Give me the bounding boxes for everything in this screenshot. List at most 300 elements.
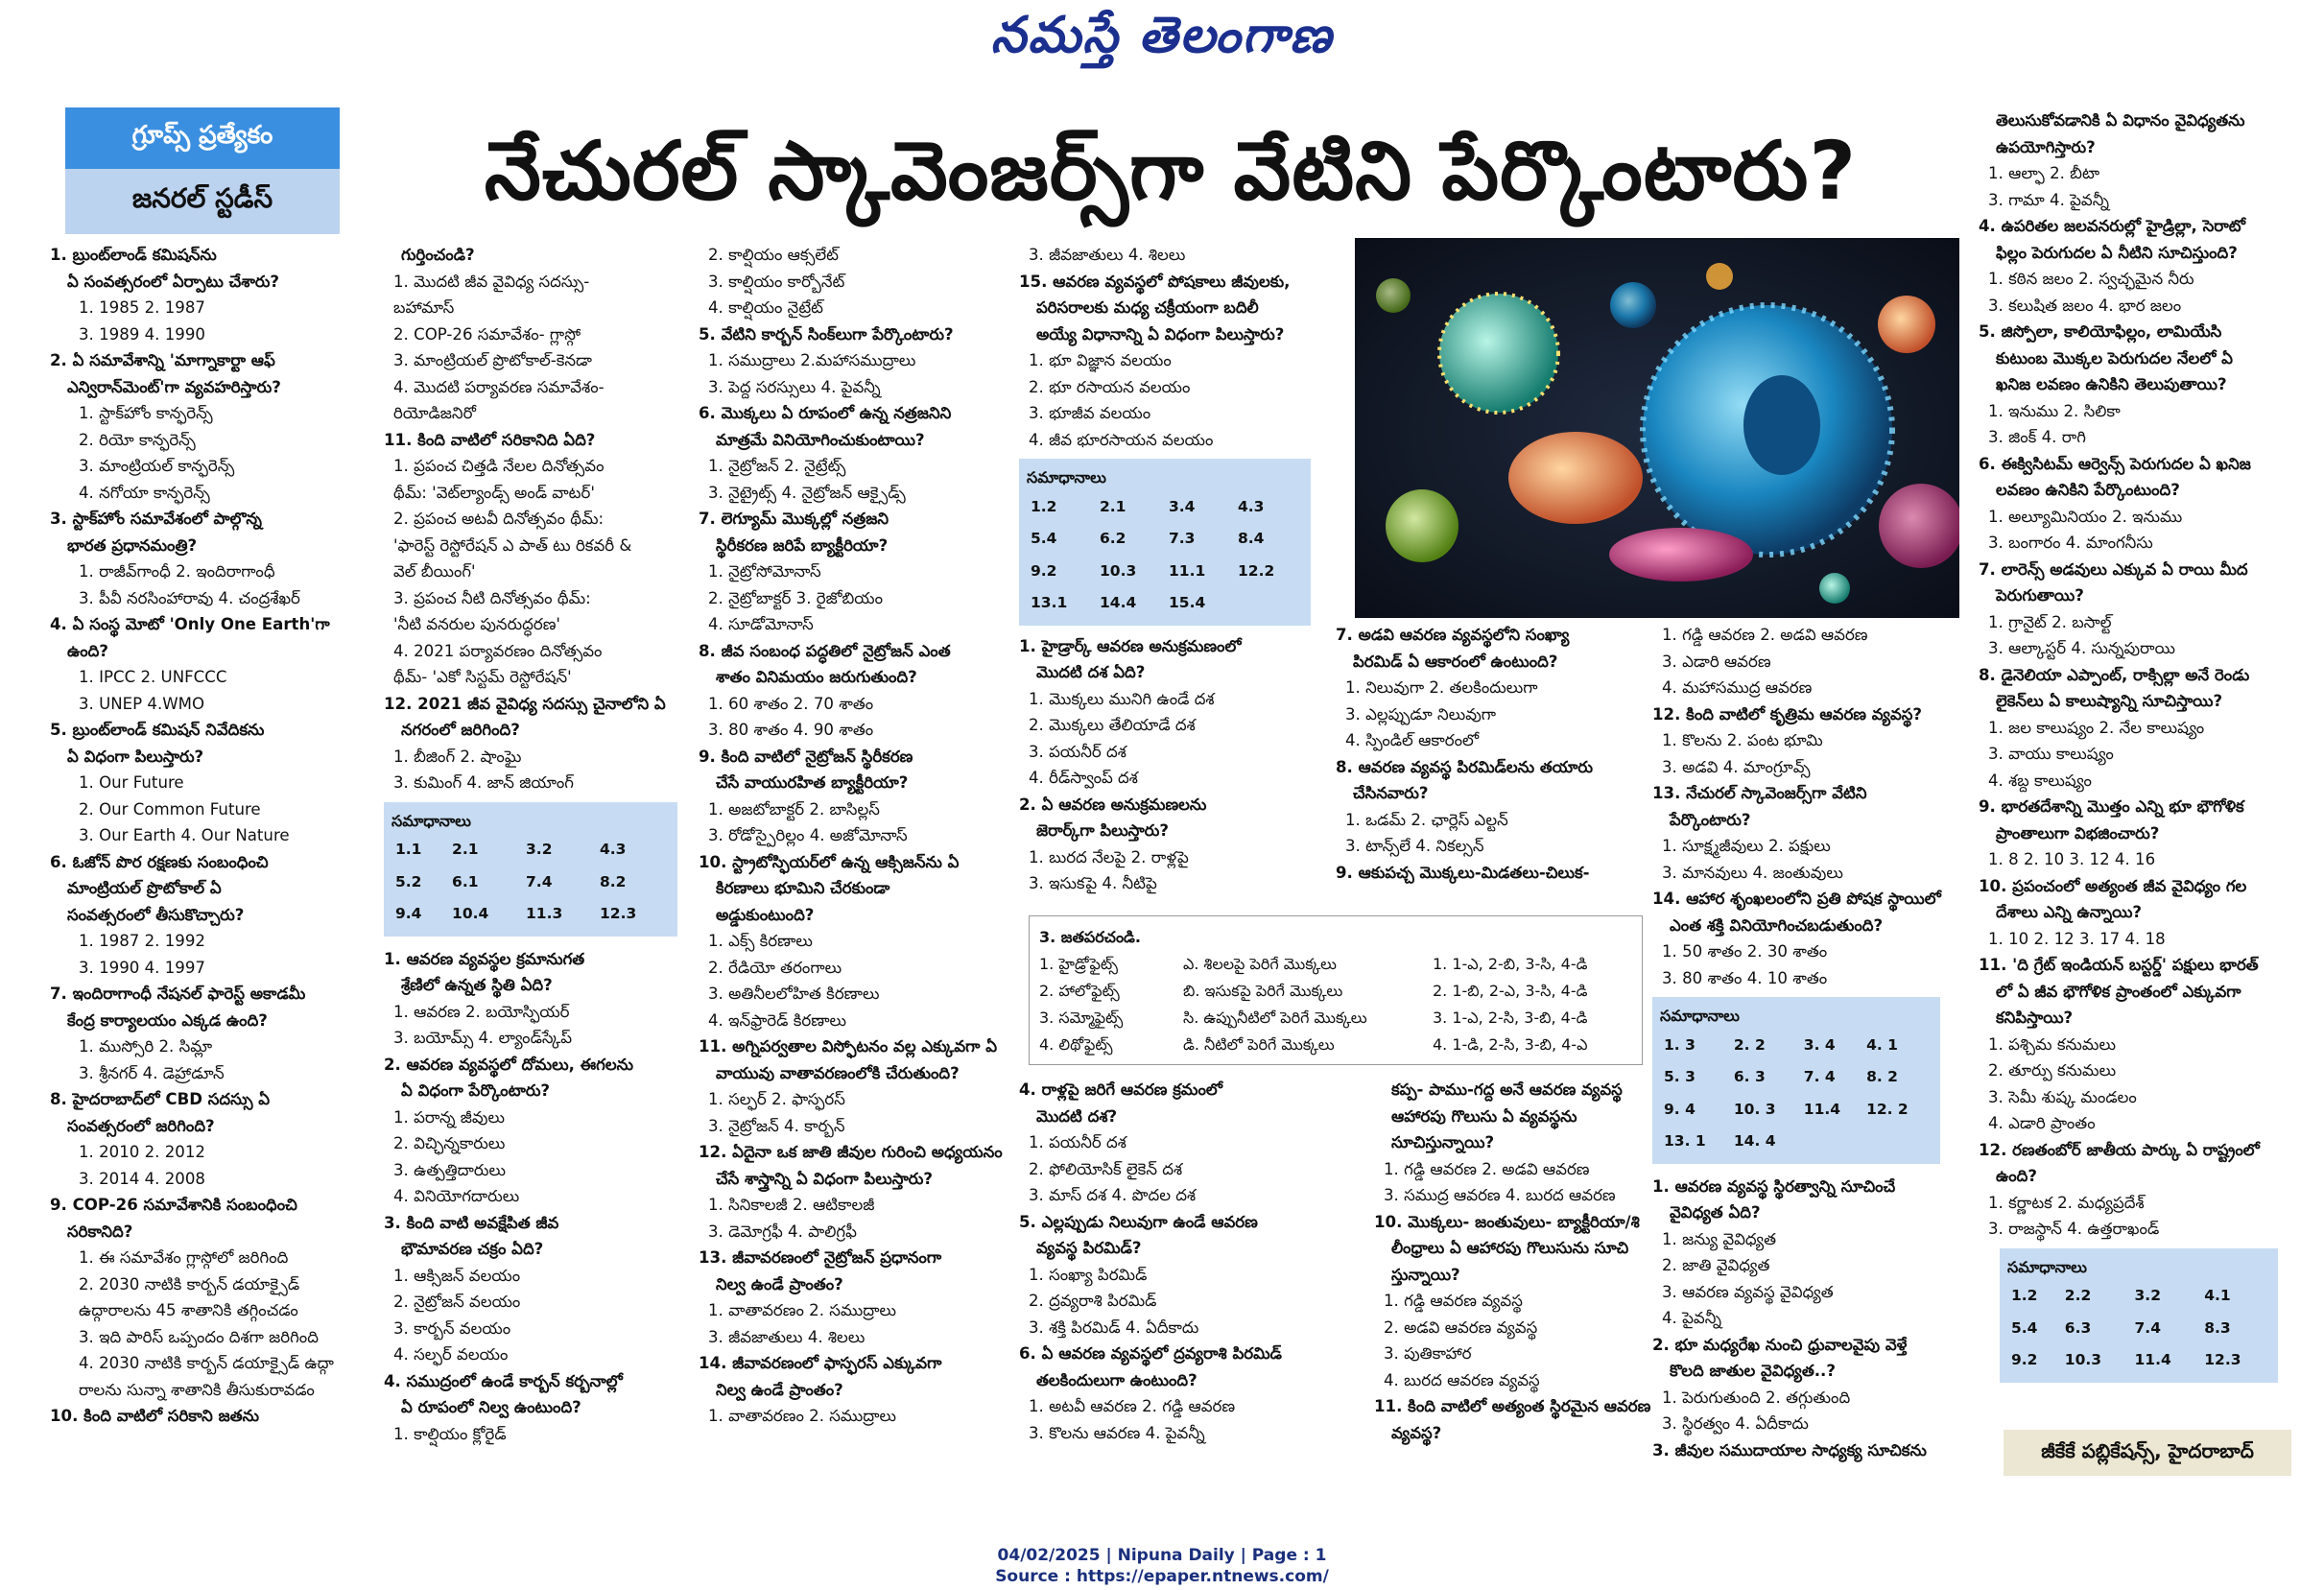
option-text: 1. కాల్షియం క్లోరైడ్ — [393, 1424, 507, 1443]
question-text: 3. జీవుల సముదాయాల సాధ్యక్య సూచికను — [1652, 1440, 1927, 1459]
answer-cell: 9.2 — [1031, 561, 1057, 580]
question-continued: మాంట్రియల్ ప్రొటోకాల్ ఏ — [67, 879, 222, 897]
question-continued: శ్రేణిలో ఉన్నత స్థితి ఏది? — [401, 976, 553, 994]
option-text: 1. 10 2. 12 3. 17 4. 18 — [1988, 929, 2166, 948]
option-text: 4. 2021 పర్యావరణం దినోత్సవం — [393, 641, 603, 660]
answer-cell: 4.3 — [600, 841, 627, 858]
option-text: 3. జీవజాతులు 4. శిలలు — [708, 1327, 866, 1346]
option-text: 3. ఆల్కాస్టర్ 4. సున్నపురాయి — [1988, 639, 2175, 657]
answer-cell: 2.1 — [452, 841, 479, 858]
option-text: 1. జల కాలుష్యం 2. నేల కాలుష్యం — [1988, 718, 2205, 737]
option-text: 1. 60 శాతం 2. 70 శాతం — [708, 694, 874, 713]
question-text: 3. కింది వాటి అవక్షేపిత జీవ — [384, 1213, 559, 1232]
option-text: 1. అల్యూమినియం 2. ఇనుము — [1988, 507, 2183, 526]
question-continued: సరికానిది? — [67, 1222, 133, 1241]
option-text: 3. UNEP 4.WMO — [79, 694, 205, 713]
answer-row — [391, 866, 670, 899]
question-continued: కిరణాలు భూమిని చేరకుండా — [716, 879, 890, 897]
option-text: 3. మాంట్రియల్ ప్రొటోకాల్-కెనడా — [393, 351, 592, 369]
option-text: 3. ప్రపంచ నీటి దినోత్సవం థీమ్: — [393, 588, 591, 607]
question-continued: కుటుంబ మొక్కల పెరుగుదల నేలలో ఏ — [1996, 348, 2233, 368]
option-text: 3. బయోమ్స్ 4. ల్యాండ్‌స్కేప్ — [393, 1029, 573, 1047]
answer-cell: 10.3 — [1100, 561, 1137, 580]
option-text: 1. అజటోబాక్టర్ 2. బాసిల్లస్ — [708, 799, 880, 819]
answer-cell: 2.2 — [2064, 1287, 2092, 1304]
option-text: 3. మాస్ దశ 4. పొదల దశ — [1029, 1186, 1197, 1204]
answer-cell: 1.2 — [2011, 1287, 2038, 1304]
question-text: 1. బ్రుంట్‌లాండ్ కమిషన్‌ను — [50, 246, 217, 264]
question-text: 12. కింది వాటిలో కృత్రిమ ఆవరణ వ్యవస్థ? — [1652, 704, 1923, 724]
option-text: 3. మాంట్రియల్ కాన్ఫరెన్స్ — [79, 457, 235, 475]
question-continued: పిరమిడ్ ఏ ఆకారంలో ఉంటుంది? — [1353, 652, 1558, 671]
question-continued: అడ్డుకుంటుంది? — [716, 905, 815, 924]
question-continued: ఏ సంవత్సరంలో ఏర్పాటు చేశారు? — [67, 272, 280, 291]
publisher-credit: జీకేకే పబ్లికేషన్స్, హైదరాబాద్ — [2004, 1430, 2291, 1476]
question-text: 7. అడవి ఆవరణ వ్యవస్థలోని సంఖ్యా — [1336, 626, 1570, 644]
option-text: 1. ఈ సమావేశం గ్లాస్గోలో జరిగింది — [79, 1248, 289, 1267]
question-continued: ఉంది? — [1996, 1167, 2037, 1185]
answer-row — [2007, 1344, 2270, 1377]
answer-cell: 9.2 — [2011, 1351, 2038, 1368]
question-continued: వైవిధ్యత ఏది? — [1670, 1203, 1761, 1222]
question-text: 1. ఆవరణ వ్యవస్థల క్రమానుగత — [384, 949, 585, 968]
option-text: 3. పీవీ నరసింహారావు 4. చంద్రశేఖర్ — [79, 588, 300, 607]
option-text: 3. ఉత్పత్తిదారులు — [393, 1160, 506, 1179]
question-continued: చేసే వాయురహిత బ్యాక్టీరియా? — [716, 773, 909, 792]
option-text: 4. కాల్షియం నైట్రేట్ — [708, 298, 823, 317]
option-text: 2. నైట్రోజన్ వలయం — [393, 1293, 521, 1311]
question-continued: వ్యవస్థ? — [1391, 1423, 1442, 1442]
question-continued: సూచిస్తున్నాయి? — [1391, 1133, 1495, 1151]
answer-title: సమాధానాలు — [2007, 1257, 2087, 1276]
option-text: 2. ప్రపంచ అటవీ దినోత్సవం థీమ్: — [393, 510, 605, 528]
answer-cell: 11.3 — [526, 905, 563, 922]
option-text: 3. డెమోగ్రఫీ 4. పాలిగ్రఫీ — [708, 1222, 857, 1241]
option-text: 2. Our Common Future — [79, 799, 261, 819]
option-text: 3. బంగారం 4. మాంగనీసు — [1988, 534, 2153, 552]
answer-cell: 12.3 — [2204, 1351, 2241, 1368]
question-text: 10. స్ట్రాటోస్ఫియర్‌లో ఉన్న ఆక్సిజన్‌ను ఏ — [699, 852, 960, 871]
match-item: డి. నీటిలో పెరిగే మొక్కలు — [1183, 1035, 1335, 1054]
option-text: 3. ఎడారి ఆవరణ — [1662, 652, 1771, 671]
option-text: 3. 1990 4. 1997 — [79, 958, 205, 977]
question-continued: సంవత్సరంలో జరిగింది? — [67, 1116, 215, 1135]
question-text: 11. కింది వాటిలో అత్యంత స్థిరమైన ఆవరణ — [1374, 1397, 1651, 1415]
question-text: 10. ప్రపంచంలో అత్యంత జీవ వైవిధ్యం గల — [1979, 876, 2247, 895]
option-text: 3. అడవి 4. మాంగ్రూవ్స్ — [1662, 757, 1811, 776]
question-continued: నిల్వ ఉండే ప్రాంతం? — [716, 1274, 843, 1293]
answer-cell — [1800, 1126, 1862, 1158]
option-text: 2. అడవి ఆవరణ వ్యవస్థ — [1384, 1317, 1538, 1337]
answer-cell: 12.2 — [1238, 561, 1275, 580]
question-continued: లో ఏ జీవ భౌగోళిక ప్రాంతంలో ఎక్కువగా — [1996, 982, 2241, 1001]
question-text: 6. ఓజోన్ పొర రక్షణకు సంబంధించి — [50, 852, 269, 871]
option-text: 1. పయనీర్ దశ — [1029, 1133, 1126, 1151]
question-text: 2. ఏ ఆవరణ అనుక్రమణలను — [1019, 795, 1207, 814]
question-text: 5. బ్రుంట్‌లాండ్ కమిషన్ నివేదికను — [50, 721, 265, 739]
question-continued: స్తున్నాయి? — [1391, 1265, 1460, 1284]
option-text: 4. రీడ్‌స్వాంప్ దశ — [1029, 769, 1138, 787]
question-text: 3. స్టాక్‌హోం సమావేశంలో పాల్గొన్న — [50, 510, 262, 528]
question-continued: ఉంది? — [67, 641, 108, 660]
microorganisms-illustration — [1355, 238, 1959, 618]
answer-cell: 11.1 — [1169, 561, 1206, 580]
option-text: 3. సెమీ శుష్క మండలం — [1988, 1087, 2137, 1106]
question-text: 4. ఉపరితల జలవనరుల్లో హైడ్రిల్లా, సెరాటో — [1979, 217, 2246, 235]
option-text: 1. పశ్చిమ కనుమలు — [1988, 1034, 2116, 1054]
match-item: 2. హాలోఫైట్స్ — [1039, 982, 1120, 1000]
option-text: 3. 1989 4. 1990 — [79, 324, 205, 344]
answer-cell: 14. 4 — [1733, 1132, 1776, 1150]
answer-title: సమాధానాలు — [391, 811, 471, 830]
answer-cell — [1234, 587, 1303, 620]
answer-row — [1660, 1061, 1933, 1094]
answer-row — [1660, 1094, 1933, 1127]
question-continued: కప్ప- పాము-గద్ద అనే ఆవరణ వ్యవస్థ — [1391, 1080, 1623, 1099]
question-continued: తెలుసుకోవడానికి ఏ విధానం వైవిధ్యతను — [1996, 111, 2245, 130]
question-text: 6. మొక్కలు ఏ రూపంలో ఉన్న నత్రజనిని — [699, 404, 952, 422]
match-item: 4. 1-డి, 2-సి, 3-బి, 4-ఎ — [1433, 1035, 1588, 1054]
question-continued: అయ్యే విధానాన్ని ఏ విధంగా పిలుస్తారు? — [1036, 324, 1285, 344]
option-text: వెల్ బీయింగ్' — [393, 562, 476, 581]
option-text: 1. పరాన్న జీవులు — [393, 1107, 505, 1127]
option-text: 'నీటి వనరుల పునరుద్ధరణ' — [393, 615, 560, 633]
column-3 — [699, 242, 1025, 1430]
option-text: 2. COP-26 సమావేశం- గ్లాస్గో — [393, 324, 581, 344]
option-text: థీమ్: 'వెట్‌ల్యాండ్స్ అండ్ వాటర్' — [393, 483, 595, 502]
column-2 — [384, 242, 677, 1447]
option-text: 1. రాజీవ్‌గాంధీ 2. ఇందిరాగాంధీ — [79, 562, 275, 581]
answer-cell: 10.3 — [2064, 1351, 2102, 1368]
option-text: 1. అటవీ ఆవరణ 2. గడ్డి ఆవరణ — [1029, 1397, 1236, 1415]
answer-cell: 2. 2 — [1733, 1035, 1766, 1054]
match-item: బి. ఇసుకపై పెరిగే మొక్కలు — [1183, 982, 1343, 1000]
option-text: 1. గడ్డి ఆవరణ వ్యవస్థ — [1384, 1292, 1523, 1310]
option-text: 1. నిలువుగా 2. తలకిందులుగా — [1345, 678, 1538, 697]
question-continued: ఆహారపు గొలుసు ఏ వ్యవస్థను — [1391, 1106, 1577, 1126]
option-text: 1. సినికాలజీ 2. ఆటికాలజీ — [708, 1196, 875, 1214]
option-text: 3. భూజీవ వలయం — [1029, 404, 1151, 422]
question-text: 2. ఆవరణ వ్యవస్థలో దోమలు, ఈగలను — [384, 1055, 633, 1074]
option-text: 2. రేడియో తరంగాలు — [708, 958, 842, 977]
match-question-box — [1029, 915, 1643, 1065]
question-continued: నిల్వ ఉండే ప్రాంతం? — [716, 1380, 843, 1399]
question-text: 4. ఏ సంస్థ మోటో 'Only One Earth'గా — [50, 615, 330, 633]
question-continued: పేర్కొంటారు? — [1670, 810, 1751, 829]
question-continued: భారత ప్రధానమంత్రి? — [67, 535, 198, 555]
footer-date-line: 04/02/2025 | Nipuna Daily | Page : 1 — [997, 1546, 1327, 1565]
answer-cell: 5.4 — [1031, 530, 1057, 547]
option-text: 4. మొదటి పర్యావరణ సమావేశం- — [393, 377, 605, 396]
option-text: 3. జీవజాతులు 4. శిలలు — [1029, 246, 1186, 264]
match-item: ఎ. శిలలపై పెరిగే మొక్కలు — [1183, 955, 1337, 973]
option-text: 3. నైట్రోజన్ 4. కార్బన్ — [708, 1116, 845, 1135]
question-continued: శాతం వినిమయం జరుగుతుంది? — [716, 668, 917, 686]
answer-cell: 6.3 — [2064, 1318, 2092, 1337]
option-text: 3. కార్బన్ వలయం — [393, 1318, 511, 1338]
answer-cell: 4.1 — [2204, 1287, 2231, 1304]
question-text: 11. అగ్నిపర్వతాల విస్ఫోటనం వల్ల ఎక్కువగా ఏ — [699, 1037, 997, 1056]
option-text: 1. సల్ఫర్ 2. ఫాస్ఫరస్ — [708, 1090, 845, 1108]
answer-cell: 6. 3 — [1733, 1068, 1766, 1085]
question-text: 2. భూ మధ్యరేఖ నుంచి ధ్రువాలవైపు వెళ్తే — [1652, 1335, 1908, 1354]
option-text: 3. టాన్స్‌లే 4. నికల్సన్ — [1345, 837, 1484, 855]
question-continued: మొదటి దశ ఏది? — [1036, 663, 1146, 681]
option-text: 2. కాల్షియం ఆక్సలేట్ — [708, 246, 839, 264]
option-text: రియోడిజనిరో — [393, 404, 476, 422]
question-text: 2. ఏ సమావేశాన్ని 'మాగ్నాకార్టా ఆఫ్ — [50, 351, 275, 369]
match-item: 3. 1-ఎ, 2-సి, 3-బి, 4-డి — [1433, 1009, 1588, 1027]
answer-box — [1019, 459, 1311, 626]
answer-row — [391, 898, 670, 931]
option-text: 1. జన్యు వైవిధ్యత — [1662, 1229, 1777, 1248]
option-text: 4. జీవ భూరసాయన వలయం — [1029, 430, 1214, 449]
column-5-bottom — [1374, 1077, 1672, 1446]
question-text: 1. ఆవరణ వ్యవస్థ స్థిరత్వాన్ని సూచించే — [1652, 1176, 1896, 1196]
option-text: 1. IPCC 2. UNFCCC — [79, 668, 227, 686]
question-text: 7. లెగ్యూమ్ మొక్కల్లో నత్రజని — [699, 510, 889, 528]
answer-table — [391, 834, 670, 931]
answer-cell: 1.2 — [1031, 497, 1057, 515]
option-text: 1. ప్రపంచ చిత్తడి నేలల దినోత్సవం — [393, 457, 605, 475]
answer-cell: 10.4 — [452, 905, 489, 922]
question-text: 10. కింది వాటిలో సరికాని జతను — [50, 1407, 260, 1425]
answer-cell: 3.4 — [1169, 497, 1196, 515]
option-text: 1. మొదటి జీవ వైవిధ్య సదస్సు- — [393, 272, 590, 291]
answer-cell: 7.4 — [526, 872, 553, 890]
option-text: 1. కొలను 2. పంట భూమి — [1662, 731, 1823, 749]
answer-table — [2007, 1280, 2270, 1377]
option-text: 3. అతినీలలోహిత కిరణాలు — [708, 985, 880, 1003]
option-text: 1. బీజింగ్ 2. షాంఘై — [393, 747, 522, 766]
option-text: 3. వాయు కాలుష్యం — [1988, 745, 2114, 763]
option-text: 1. మొక్కలు మునిగి ఉండే దశ — [1029, 689, 1215, 708]
option-text: 3. రాజస్థాన్ 4. ఉత్తరాఖండ్ — [1988, 1220, 2160, 1238]
option-text: 4. సూడోమోనాస్ — [708, 615, 814, 633]
footer-source-line: Source : https://epaper.ntnews.com/ — [995, 1567, 1329, 1586]
answer-cell: 8.4 — [1238, 530, 1265, 547]
question-text: 7. ఇందిరాగాంధీ నేషనల్ ఫారెస్ట్ అకాడమీ — [50, 985, 306, 1003]
option-text: 1. ఆల్ఫా 2. బీటా — [1988, 164, 2100, 182]
option-text: 2. ద్రవ్యరాశి పిరమిడ్ — [1029, 1292, 1157, 1310]
option-text: 4. 2030 నాటికి కార్బన్ డయాక్సైడ్ ఉద్గా — [79, 1354, 334, 1372]
option-text: 1. ముస్సోరి 2. సిమ్లా — [79, 1037, 213, 1056]
answer-cell: 7.3 — [1169, 530, 1196, 547]
answer-cell: 7. 4 — [1803, 1068, 1836, 1085]
option-text: 1. 1985 2. 1987 — [79, 298, 205, 317]
question-continued: లవణం ఉనికిని పేర్కొంటుంది? — [1996, 481, 2180, 499]
question-continued: మొదటి దశ? — [1036, 1106, 1118, 1126]
option-text: 2. తూర్పు కనుమలు — [1988, 1061, 2117, 1080]
answer-cell: 8. 2 — [1866, 1068, 1898, 1085]
answer-row — [1027, 587, 1303, 620]
option-text: 4. నగోయా కాన్ఫరెన్స్ — [79, 483, 210, 502]
question-text: 11. కింది వాటిలో సరికానిది ఏది? — [384, 430, 596, 449]
option-text: 3. కుమింగ్ 4. జాన్ జియాంగ్ — [393, 773, 574, 792]
question-continued: పెరుగుతాయి? — [1996, 586, 2084, 605]
match-title: 3. జతపరచండి. — [1039, 928, 1141, 946]
option-text: 3. శక్తి పిరమిడ్ 4. ఏదీకాదు — [1029, 1317, 1199, 1337]
option-text: 1. సముద్రాలు 2.మహాసముద్రాలు — [708, 351, 916, 369]
question-continued: చేసినవారు? — [1353, 784, 1429, 802]
question-continued: దేశాలు ఎన్ని ఉన్నాయి? — [1996, 903, 2143, 921]
masthead — [0, 6, 2324, 73]
option-text: 4. వినియోగదారులు — [393, 1187, 520, 1205]
option-text: 3. పుతికాహార — [1384, 1344, 1472, 1363]
option-text: 1. 2010 2. 2012 — [79, 1143, 205, 1161]
answer-box — [384, 802, 677, 937]
answer-cell: 12. 2 — [1866, 1100, 1909, 1118]
option-text: 3. ఆవరణ వ్యవస్థ వైవిధ్యత — [1662, 1282, 1834, 1301]
answer-cell: 15.4 — [1169, 594, 1206, 611]
question-continued: చేసే శాస్త్రాన్ని ఏ విధంగా పిలుస్తారు? — [716, 1169, 934, 1188]
option-text: 1. వాతావరణం 2. సముద్రాలు — [708, 1301, 896, 1319]
option-text: 1. Our Future — [79, 773, 184, 792]
option-text: 1. 50 శాతం 2. 30 శాతం — [1662, 942, 1828, 961]
option-text: 1. 1987 2. 1992 — [79, 932, 205, 950]
option-text: 1. భూ విజ్ఞాన వలయం — [1029, 351, 1172, 369]
column-4 — [1019, 242, 1345, 897]
question-text: 8. జీవ సంబంధ పద్ధతిలో నైట్రోజన్ ఎంత — [699, 641, 951, 660]
option-text: 4. సల్ఫర్ వలయం — [393, 1345, 509, 1364]
question-text: 14. జీవావరణంలో ఫాస్ఫరస్ ఎక్కువగా — [699, 1354, 942, 1372]
answer-cell: 11.4 — [1803, 1100, 1841, 1118]
question-continued: ఏ విధంగా పిలుస్తారు? — [67, 747, 204, 766]
answer-cell: 6.2 — [1100, 530, 1126, 547]
option-text: 4. శబ్ద కాలుష్యం — [1988, 771, 2092, 790]
option-text: 1. ఎక్స్ కిరణాలు — [708, 932, 813, 950]
answer-cell: 4. 1 — [1866, 1035, 1898, 1054]
option-text: 2. భూ రసాయన వలయం — [1029, 377, 1191, 396]
question-text: 8. ఆవరణ వ్యవస్థ పిరమిడ్‌లను తయారు — [1336, 757, 1593, 776]
option-text: 1. గడ్డి ఆవరణ 2. అడవి ఆవరణ — [1662, 626, 1868, 644]
answer-cell: 1.1 — [395, 841, 422, 858]
option-text: 3. ఇది పారిస్ ఒప్పందం దిశగా జరిగింది — [79, 1327, 319, 1346]
question-text: 6. ఏ ఆవరణ వ్యవస్థలో ద్రవ్యరాశి పిరమిడ్ — [1019, 1344, 1282, 1363]
option-text: 4. పైవన్నీ — [1662, 1309, 1722, 1327]
answer-cell: 8.2 — [600, 872, 627, 890]
question-continued: సంవత్సరంలో తీసుకొచ్చారు? — [67, 905, 245, 924]
column-4-bottom — [1019, 1077, 1345, 1446]
match-item: 3. సమ్మోఫైట్స్ — [1039, 1009, 1124, 1027]
answer-cell: 14.4 — [1100, 594, 1137, 611]
answer-table — [1660, 1030, 1933, 1158]
question-continued: వ్యవస్థ పిరమిడ్? — [1036, 1239, 1142, 1257]
question-text: 5. ఎల్లప్పుడు నిలువుగా ఉండే ఆవరణ — [1019, 1212, 1258, 1231]
question-continued: గుర్తించండి? — [401, 246, 475, 264]
option-text: 4. మహాసముద్ర ఆవరణ — [1662, 678, 1813, 697]
question-continued: ఫిల్లం పెరుగుదల ఏ నీటిని సూచిస్తుంది? — [1996, 243, 2238, 262]
question-continued: లీంధ్రాలు ఏ ఆహారపు గొలుసును సూచి — [1391, 1239, 1629, 1257]
column-7 — [1979, 107, 2305, 1388]
option-text: రాలను సున్నా శాతానికి తీసుకురావడం — [79, 1380, 315, 1399]
question-text: 5. వేటిని కార్బన్ సింక్‌లుగా పేర్కొంటారు? — [699, 324, 954, 344]
question-text: 6. ఈక్విసిటమ్ ఆర్వెన్స్ పెరుగుదల ఏ ఖనిజ — [1979, 454, 2251, 473]
option-text: 1. ఆక్సిజన్ వలయం — [393, 1266, 521, 1285]
answer-cell: 2.1 — [1100, 497, 1126, 515]
answer-row — [2007, 1313, 2270, 1345]
option-text: 3. ఇసుకపై 4. నీటిపై — [1029, 874, 1157, 892]
question-continued: జెరార్క్‌గా పిలుస్తారు? — [1036, 821, 1169, 840]
option-text: 3. Our Earth 4. Our Nature — [79, 826, 290, 844]
answer-row — [2007, 1280, 2270, 1313]
answer-cell: 5.2 — [395, 872, 422, 890]
answer-row — [1027, 556, 1303, 588]
option-text: 3. జింక్ 4. రాగి — [1988, 428, 2086, 446]
option-text: 3. కొలను ఆవరణ 4. పైవన్నీ — [1029, 1423, 1205, 1442]
answer-cell: 5. 3 — [1664, 1068, 1696, 1085]
option-text: 3. ఎల్లప్పుడూ నిలువుగా — [1345, 704, 1497, 724]
option-text: 4. బురద ఆవరణ వ్యవస్థ — [1384, 1370, 1540, 1389]
option-text: 'ఫారెస్ట్ రెస్టోరేషన్ ఎ పాత్ టు రికవరీ & — [393, 535, 632, 555]
question-text: 8. హైదరాబాద్‌లో CBD సదస్సు ఏ — [50, 1090, 271, 1108]
option-text: 1. ఇనుము 2. సిలికా — [1988, 401, 2121, 420]
question-continued: భౌమావరణ చక్రం ఏది? — [401, 1240, 544, 1258]
option-text: 3. 80 శాతం 4. 90 శాతం — [708, 721, 874, 739]
answer-cell: 3.2 — [526, 841, 553, 858]
answer-cell: 13. 1 — [1664, 1132, 1706, 1150]
answer-table — [1027, 491, 1303, 620]
question-text: 14. ఆహార శృంఖలంలోని ప్రతి పోషక స్థాయిలో — [1652, 890, 1941, 908]
question-text: 9. ఆకుపచ్చ మొక్కలు-మిడతలు-చిలుక- — [1336, 863, 1590, 882]
question-continued: ఉపయోగిస్తారు? — [1996, 137, 2096, 156]
question-continued: నగరంలో జరిగింది? — [401, 721, 520, 739]
option-text: 4. ఎడారి ప్రాంతం — [1988, 1114, 2096, 1132]
answer-cell: 3. 4 — [1803, 1035, 1836, 1054]
match-item: 2. 1-బి, 2-ఎ, 3-సి, 4-డి — [1433, 982, 1588, 1000]
option-text: 2. మొక్కలు తేలియాడే దశ — [1029, 716, 1196, 734]
question-continued: లైకెన్‌లు ఏ కాలుష్యాన్ని సూచిస్తాయి? — [1996, 692, 2223, 710]
option-text: 2. ఫోలియోసిక్ లైకెన్ దశ — [1029, 1159, 1183, 1178]
question-continued: ఏ విధంగా పేర్కొంటారు? — [401, 1081, 551, 1100]
question-text: 4. రాళ్లపై జరిగే ఆవరణ క్రమంలో — [1019, 1080, 1222, 1099]
option-text: 3. నైట్రైట్స్ 4. నైట్రోజన్ ఆక్సైడ్స్ — [708, 483, 906, 502]
match-item: 4. లిథోఫైట్స్ — [1039, 1035, 1113, 1054]
masthead-title: నమస్తే తెలంగాణ — [990, 6, 1334, 64]
answer-row — [1027, 523, 1303, 556]
option-text: 2. నైట్రోబాక్టర్ 3. రైజోబియం — [708, 588, 884, 607]
question-text: 12. ఏదైనా ఒక జాతి జీవుల గురించి అధ్యయనం — [699, 1143, 1003, 1161]
question-text: 9. కింది వాటిలో నైట్రోజన్ స్థిరీకరణ — [699, 747, 913, 766]
option-text: 1. ఆవరణ 2. బయోస్ఫియర్ — [393, 1002, 570, 1021]
option-text: 3. 2014 4. 2008 — [79, 1169, 205, 1188]
option-text: 1. వాతావరణం 2. సముద్రాలు — [708, 1407, 896, 1425]
option-text: 1. స్టాక్‌హోం కాన్ఫరెన్స్ — [79, 404, 213, 422]
option-text: 1. నైట్రోసోమోనాస్ — [708, 562, 821, 581]
question-text: 1. హైడ్రార్క్ ఆవరణ అనుక్రమణంలో — [1019, 636, 1242, 655]
option-text: 4. స్పిండిల్ ఆకారంలో — [1345, 731, 1480, 749]
answer-cell: 3.2 — [2134, 1287, 2161, 1304]
option-text: 2. విచ్ఛిన్నకారులు — [393, 1134, 506, 1152]
option-text: 3. స్థిరత్వం 4. ఏదీకాదు — [1662, 1414, 1809, 1433]
answer-cell: 9. 4 — [1664, 1100, 1696, 1118]
question-continued: మాత్రమే వినియోగించుకుంటాయి? — [716, 430, 925, 449]
answer-cell: 9.4 — [395, 905, 422, 922]
answer-cell: 12.3 — [600, 905, 637, 922]
column-5 — [1336, 622, 1668, 886]
answer-row — [1660, 1030, 1933, 1062]
question-continued: తలకిందులుగా ఉంటుంది? — [1036, 1370, 1198, 1389]
option-text: 3. కాల్షియం కార్బోనేట్ — [708, 272, 845, 291]
option-text: 3. గామా 4. పైవన్నీ — [1988, 190, 2110, 209]
option-text: 1. బురద నేలపై 2. రాళ్లపై — [1029, 847, 1189, 866]
question-text: 12. రణతంబోర్ జాతీయ పార్కు ఏ రాష్ట్రంలో — [1979, 1140, 2260, 1159]
question-text: 9. భారతదేశాన్ని మొత్తం ఎన్ని భూ భౌగోళిక — [1979, 797, 2244, 816]
option-text: థీమ్- 'ఎకో సిస్టమ్ రెస్టోరేషన్' — [393, 668, 572, 686]
answer-row — [1660, 1126, 1933, 1158]
question-text: 7. లారెన్స్ అడవులు ఎక్కువ ఏ రాయి మీద — [1979, 559, 2248, 579]
option-text: ఉద్గారాలను 45 శాతానికి తగ్గించడం — [79, 1301, 298, 1319]
